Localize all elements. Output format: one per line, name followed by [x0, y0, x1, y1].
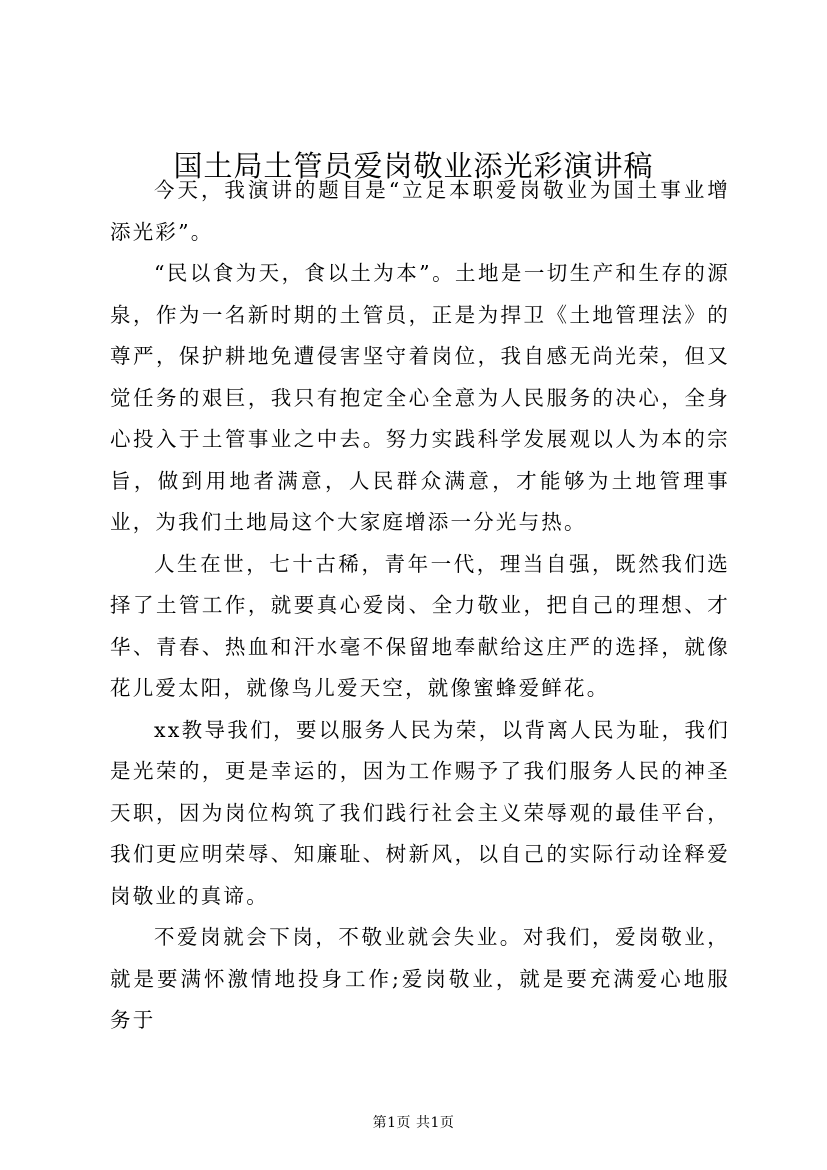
document-body — [110, 170, 730, 1042]
paragraph: xx教导我们，要以服务人民为荣，以背离人民为耻，我们是光荣的，更是幸运的，因为工作赐予了我们服务人民的神圣天职，因为岗位构筑了我们践行社会主义荣辱观的最佳平台，我们更应明荣辱、知廉耻、树新风，以自己的实际行动诠释爱岗敬业的真谛。 — [110, 717, 730, 908]
paragraph: 今天，我演讲的题目是“立足本职爱岗敬业为国土事业增添光彩”。 — [110, 178, 730, 244]
paragraph: 人生在世，七十古稀，青年一代，理当自强，既然我们选择了土管工作，就要真心爱岗、全力敬业，把自己的理想、才华、青春、热血和汗水毫不保留地奉献给这庄严的选择，就像花儿爱太阳，就像鸟儿爱天空，就像蜜蜂爱鲜花。 — [110, 551, 730, 700]
paragraph: “民以食为天，食以土为本”。土地是一切生产和生存的源泉，作为一名新时期的土管员，正是为捍卫《土地管理法》的尊严，保护耕地免遭侵害坚守着岗位，我自感无尚光荣，但又觉任务的艰巨，我只有抱定全心全意为人民服务的决心，全身心投入于土管事业之中去。努力实践科学发展观以人为本的宗旨，做到用地者满意，人民群众满意，才能够为土地管理事业，为我们土地局这个大家庭增添一分光与热。 — [110, 261, 730, 534]
page-footer: 第1页 共1页 — [372, 1115, 455, 1131]
paragraph: 不爱岗就会下岗，不敬业就会失业。对我们，爱岗敬业，就是要满怀激情地投身工作;爱岗敬业，就是要充满爱心地服务于 — [110, 925, 730, 1032]
document-title: 国土局土管员爱岗敬业添光彩演讲稿 — [173, 149, 654, 183]
